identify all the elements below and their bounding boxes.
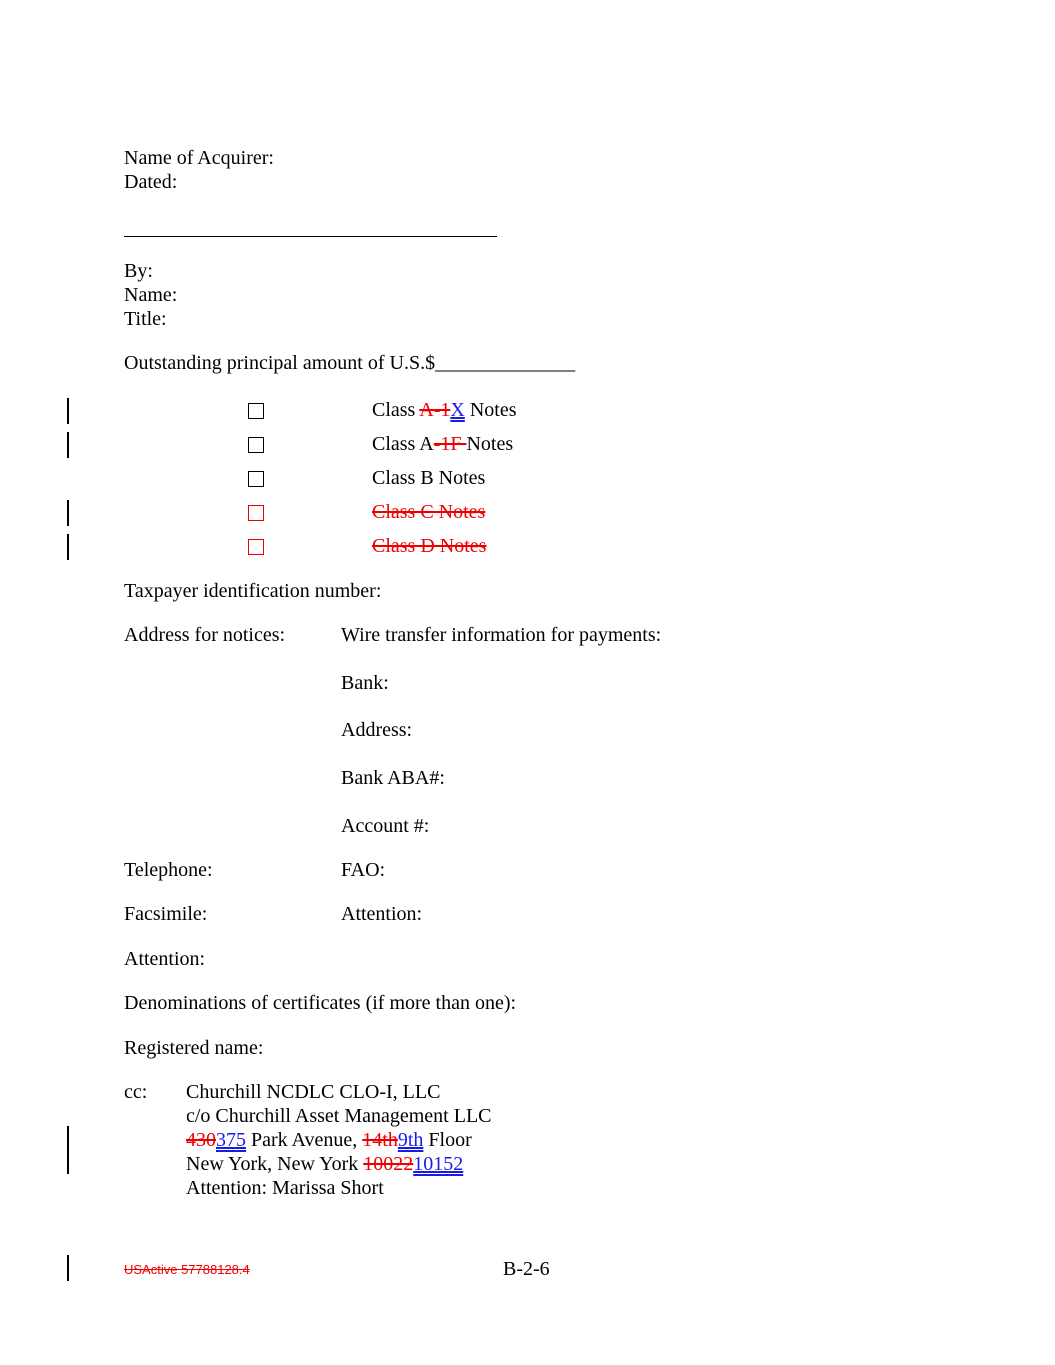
signature-line: [124, 236, 497, 237]
page-number: B-2-6: [503, 1258, 550, 1280]
class-x-checkbox[interactable]: [248, 403, 264, 419]
class-b-label: Class B Notes: [372, 467, 486, 489]
cc-line-3: 430375 Park Avenue, 14th9th Floor: [186, 1129, 472, 1151]
registered-name-label: Registered name:: [124, 1037, 264, 1059]
class-d-checkbox[interactable]: [248, 539, 264, 555]
change-bar: [67, 1126, 69, 1174]
wire-title: Wire transfer information for payments:: [341, 624, 662, 646]
class-a-label: Class A-1F Notes: [372, 433, 514, 455]
change-bar: [67, 432, 69, 458]
cc-line-4: New York, New York 1002210152: [186, 1153, 464, 1175]
change-bar: [67, 1255, 69, 1281]
class-b-checkbox[interactable]: [248, 471, 264, 487]
taxpayer-label: Taxpayer identification number:: [124, 580, 382, 602]
denominations-label: Denominations of certificates (if more than one):: [124, 992, 517, 1014]
change-bar: [67, 500, 69, 526]
address-label: Address for notices:: [124, 624, 286, 646]
principal-amount: Outstanding principal amount of U.S.$______________: [124, 352, 576, 374]
title-label: Title:: [124, 308, 167, 330]
bank-label: Bank:: [341, 672, 389, 694]
cc-label: cc:: [124, 1081, 148, 1103]
telephone-label: Telephone:: [124, 859, 213, 881]
wire-address-label: Address:: [341, 719, 413, 741]
facsimile-label: Facsimile:: [124, 903, 208, 925]
aba-label: Bank ABA#:: [341, 767, 445, 789]
class-a-checkbox[interactable]: [248, 437, 264, 453]
class-c-label: Class C Notes: [372, 501, 486, 523]
by-label: By:: [124, 260, 153, 282]
change-bar: [67, 534, 69, 560]
cc-line-1: Churchill NCDLC CLO-I, LLC: [186, 1081, 441, 1103]
name-label: Name:: [124, 284, 178, 306]
class-c-checkbox[interactable]: [248, 505, 264, 521]
document-id: USActive 57788128.4: [124, 1262, 250, 1277]
account-label: Account #:: [341, 815, 430, 837]
fao-label: FAO:: [341, 859, 386, 881]
dated-label: Dated:: [124, 171, 178, 193]
attention-label: Attention:: [124, 948, 206, 970]
cc-line-2: c/o Churchill Asset Management LLC: [186, 1105, 492, 1127]
wire-attention-label: Attention:: [341, 903, 423, 925]
class-x-label: Class A-1X Notes: [372, 399, 517, 421]
class-d-label: Class D Notes: [372, 535, 487, 557]
change-bar: [67, 398, 69, 424]
cc-line-5: Attention: Marissa Short: [186, 1177, 384, 1199]
acquirer-label: Name of Acquirer:: [124, 147, 274, 169]
